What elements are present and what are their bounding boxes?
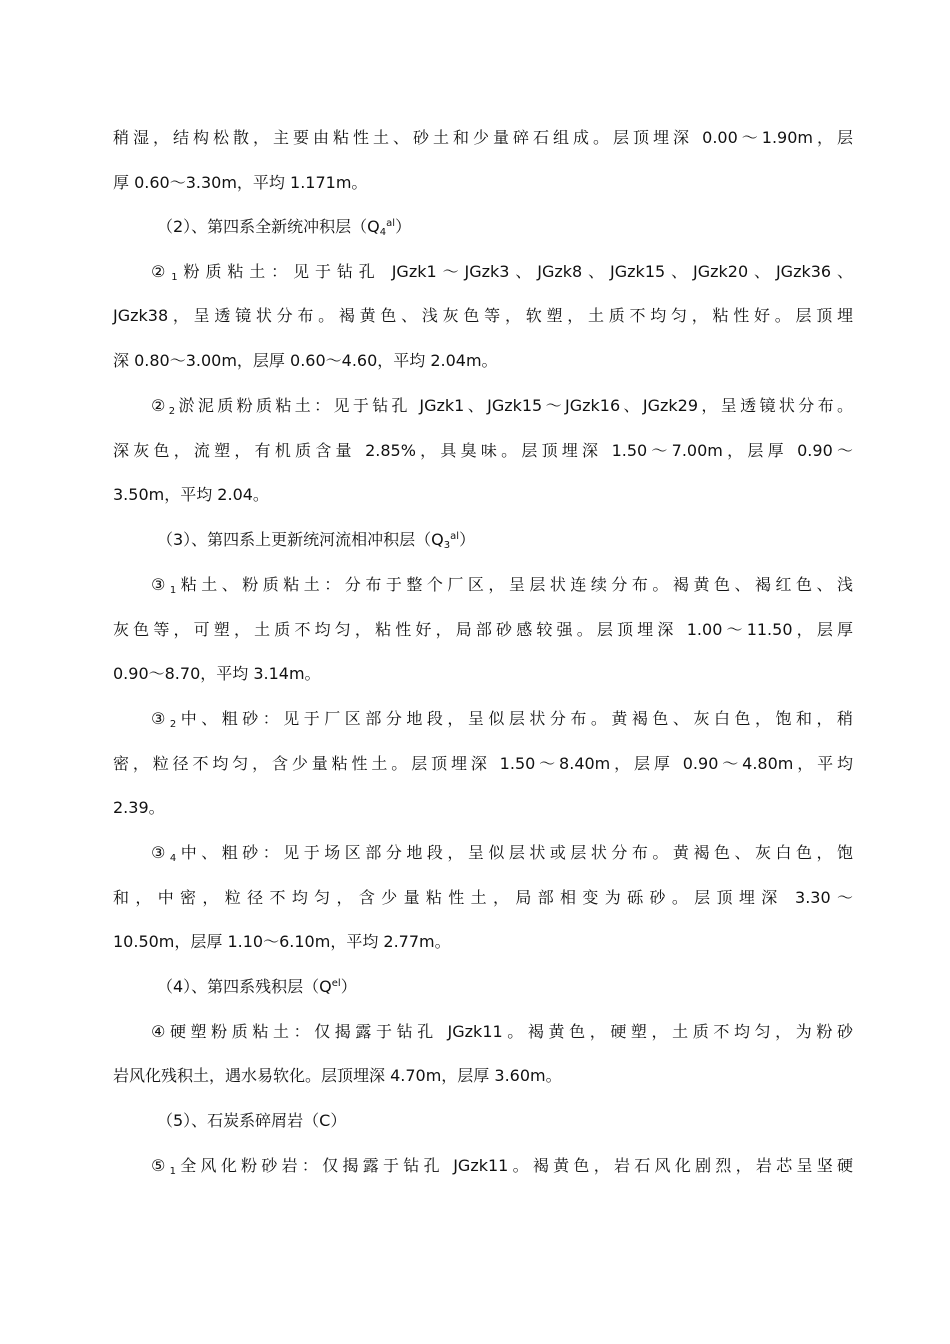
paragraph-3-2-line: 密，粒径不均匀，含少量粘性土。层顶埋深 1.50～8.40m，层厚 0.90～4.80m，平均 (113, 754, 853, 773)
paragraph-2-2-line: 深灰色，流塑，有机质含量 2.85%，具臭味。层顶埋深 1.50～7.00m，层厚 0.90～ (113, 441, 853, 460)
section-heading-5: （5）、石炭系碎屑岩（C） (157, 1111, 347, 1130)
paragraph-3-1-line: 0.90～8.70，平均 3.14m。 (113, 664, 321, 683)
paragraph-2-2-line: $②_2$淤泥质粉质粘土：见于钻孔 JGzk1、JGzk15～JGzk16、JGzk29，呈透镜状分布。 (151, 396, 853, 417)
paragraph-4-line: 岩风化残积土，遇水易软化。层顶埋深 4.70m，层厚 3.60m。 (113, 1066, 562, 1085)
paragraph-3-2-line: $③_2$中、粗砂：见于厂区部分地段，呈似层状分布。黄褐色、灰白色，饱和，稍 (151, 709, 853, 730)
paragraph-2-1-line: 深 0.80～3.00m，层厚 0.60～4.60，平均 2.04m。 (113, 351, 498, 370)
paragraph-2-1-line: $②_1$粉质粘土：见于钻孔 JGzk1～JGzk3、JGzk8、JGzk15、JGzk20、JGzk36、 (151, 262, 853, 283)
paragraph-4-line: ④硬塑粉质粘土：仅揭露于钻孔 JGzk11。褐黄色，硬塑，土质不均匀，为粉砂 (151, 1022, 853, 1041)
paragraph-3-4-line: 和，中密，粒径不均匀，含少量粘性土，局部相变为砾砂。层顶埋深 3.30～ (113, 888, 853, 907)
text-line: 厚 0.60～3.30m，平均 1.171m。 (113, 173, 368, 192)
paragraph-3-4-line: $③_4$中、粗砂：见于场区部分地段，呈似层状或层状分布。黄褐色、灰白色，饱 (151, 843, 853, 864)
section-heading-4: （4）、第四系残积层$(Q^{el})$ (157, 977, 357, 996)
text-line: 稍湿，结构松散，主要由粘性土、砂土和少量碎石组成。层顶埋深 0.00～1.90m，层 (113, 128, 853, 147)
section-heading-2: （2）、第四系全新统冲积层$(Q_4^{al})$ (157, 217, 412, 238)
paragraph-3-1-line: 灰色等，可塑，土质不均匀，粘性好，局部砂感较强。层顶埋深 1.00～11.50，层厚 (113, 620, 853, 639)
paragraph-2-1-line: JGzk38，呈透镜状分布。褐黄色、浅灰色等，软塑，土质不均匀，粘性好。层顶埋 (113, 306, 853, 325)
paragraph-2-2-line: 3.50m，平均 2.04。 (113, 485, 269, 504)
paragraph-3-1-line: $③_1$粘土、粉质粘土：分布于整个厂区，呈层状连续分布。褐黄色、褐红色、浅 (151, 575, 853, 596)
paragraph-3-2-line: 2.39。 (113, 798, 165, 817)
paragraph-5-1-line: $⑤_1$全风化粉砂岩：仅揭露于钻孔 JGzk11。褐黄色，岩石风化剧烈，岩芯呈坚硬 (151, 1156, 854, 1177)
paragraph-3-4-line: 10.50m，层厚 1.10～6.10m，平均 2.77m。 (113, 932, 451, 951)
section-heading-3: （3）、第四系上更新统河流相冲积层$(Q_3^{al})$ (157, 530, 476, 551)
